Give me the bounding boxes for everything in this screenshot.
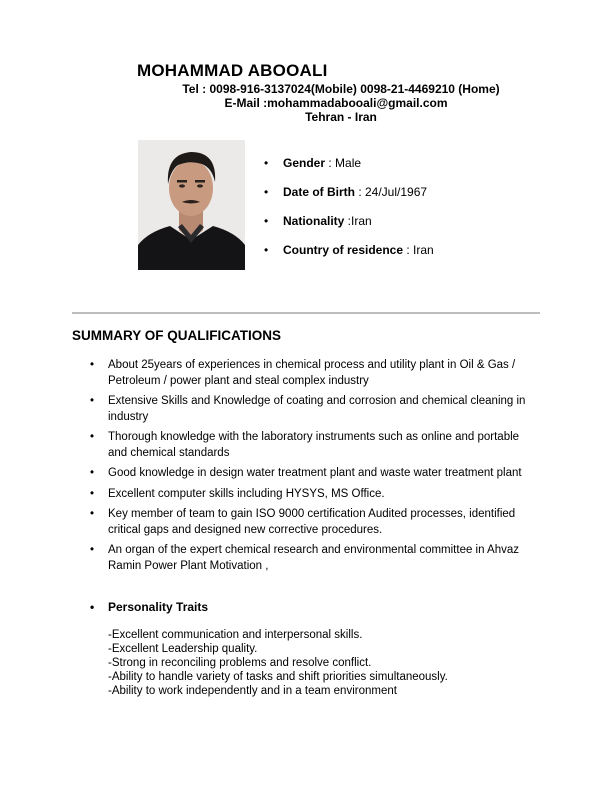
list-item: • Extensive Skills and Knowledge of coating and corrosion and chemical cleaning in industry [89,394,541,425]
personal-gender [263,155,563,184]
personal-date-of-birth [263,184,563,213]
personal-value: : 24/Jul/1967 [355,185,428,199]
personal-label: Date of Birth [283,185,355,199]
person-portrait-icon [138,140,245,270]
personality-traits-list [108,628,448,698]
personal-label: Country of residence [283,243,404,257]
personal-value: : Male [325,156,362,170]
personal-nationality [263,213,563,242]
list-item: • Good knowledge in design water treatment plant and waste water treatment plant [89,466,541,482]
personal-details [263,155,563,271]
list-item: -Excellent Leadership quality. [108,643,258,655]
list-item: -Ability to handle variety of tasks and shift priorities simultaneously. [108,671,448,683]
list-item: • An organ of the expert chemical research and environmental committee in Ahvaz Ramin Power Plant Motivation , [89,543,541,574]
personal-label: Gender [283,156,326,170]
personal-country-of-residence [263,242,563,271]
candidate-name: MOHAMMAD ABOOALI [137,61,328,80]
list-item: • Thorough knowledge with the laboratory instruments such as online and portable and chemical standards [89,430,541,461]
list-item: -Excellent communication and interpersonal skills. [108,629,363,641]
list-item: • Excellent computer skills including HYSYS, MS Office. [89,487,541,503]
section-divider [72,312,540,314]
profile-photo [138,140,245,270]
personality-traits-title: • Personality Traits [89,600,208,614]
contact-telephone: Tel : 0098-916-3137024(Mobile) 0098-21-4469210 (Home) [182,82,500,96]
list-item: • Key member of team to gain ISO 9000 certification Audited processes, identified critical gaps and designed new corrective procedures. [89,507,541,538]
list-item: -Ability to work independently and in a team environment [108,685,397,697]
qualifications-list [89,358,541,579]
list-item: • About 25years of experiences in chemical process and utility plant in Oil & Gas / Petroleum / power plant and steal complex industry [89,358,541,389]
personal-label: Nationality [283,214,345,228]
personal-value: : Iran [403,243,434,257]
summary-title: SUMMARY OF QUALIFICATIONS [72,328,281,343]
contact-city: Tehran - Iran [305,110,377,124]
contact-email: E-Mail :mohammadabooali@gmail.com [224,96,448,110]
list-item: -Strong in reconciling problems and resolve conflict. [108,657,372,669]
personal-value: :Iran [344,214,372,228]
